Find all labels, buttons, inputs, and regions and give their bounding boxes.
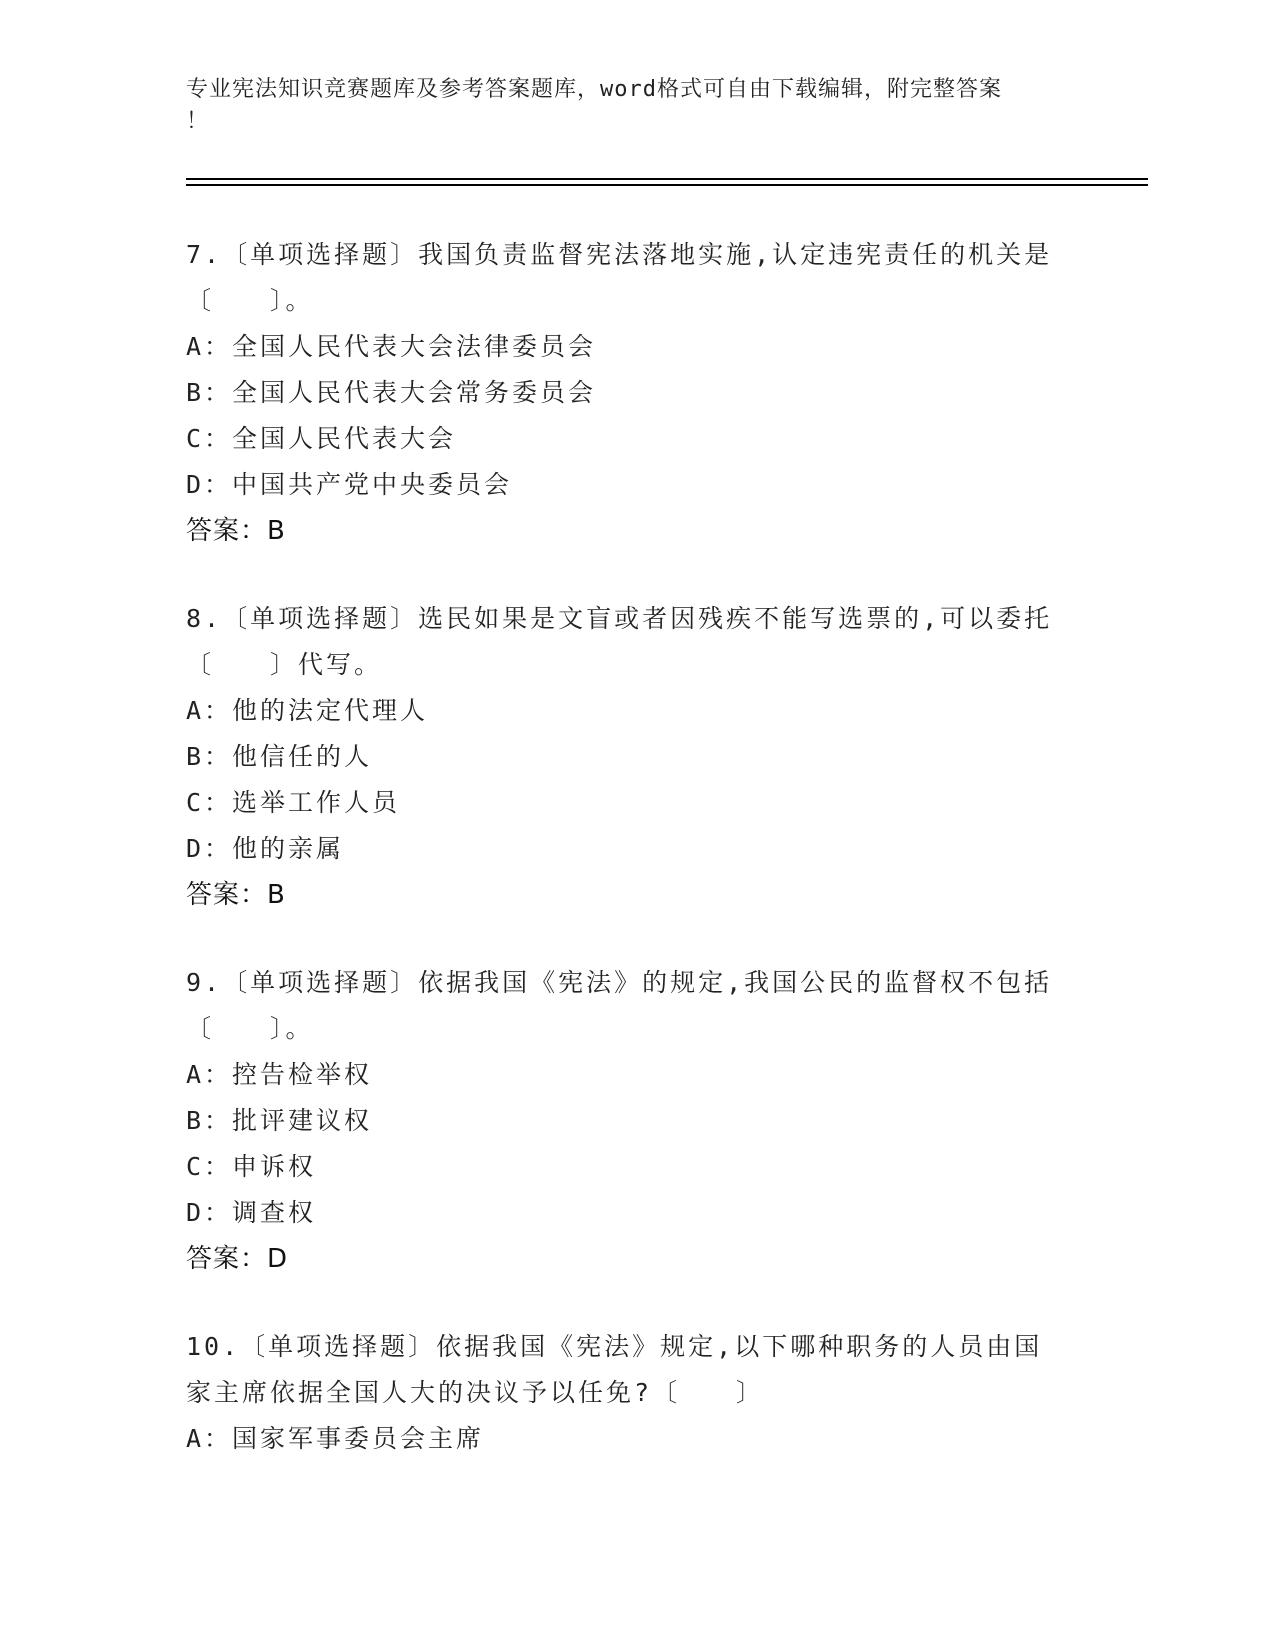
question-stem-continued: 家主席依据全国人大的决议予以任免?〔 〕: [186, 1378, 765, 1407]
question-stem-continued: 〔 〕代写。: [186, 650, 383, 679]
option-a: A：他的法定代理人: [186, 696, 429, 725]
answer-line: 答案：B: [186, 880, 286, 910]
option-c: C：选举工作人员: [186, 788, 401, 817]
option-d: D：他的亲属: [186, 834, 345, 863]
option-a: A：控告检举权: [186, 1060, 373, 1089]
option-a: A：全国人民代表大会法律委员会: [186, 332, 597, 361]
question-stem-continued: 〔 〕。: [186, 286, 314, 315]
header-text-continued: ！: [186, 109, 210, 134]
question-7: [186, 232, 1086, 554]
header-text: 专业宪法知识竞赛题库及参考答案题库，word格式可自由下载编辑，附完整答案: [186, 77, 1002, 102]
option-b: B：全国人民代表大会常务委员会: [186, 378, 597, 407]
answer-line: 答案：B: [186, 516, 286, 546]
question-stem: 10.〔单项选择题〕依据我国《宪法》规定,以下哪种职务的人员由国: [186, 1332, 1043, 1361]
document-header: [186, 74, 1066, 138]
option-c: C：全国人民代表大会: [186, 424, 457, 453]
option-b: B：批评建议权: [186, 1106, 373, 1135]
header-divider-top: [186, 178, 1148, 180]
option-a: A：国家军事委员会主席: [186, 1424, 485, 1453]
question-9: [186, 960, 1086, 1282]
answer-line: 答案：D: [186, 1244, 289, 1274]
question-10: [186, 1324, 1086, 1462]
option-c: C：申诉权: [186, 1152, 317, 1181]
question-8: [186, 596, 1086, 918]
question-stem-continued: 〔 〕。: [186, 1014, 314, 1043]
question-stem: 7.〔单项选择题〕我国负责监督宪法落地实施,认定违宪责任的机关是: [186, 240, 1053, 269]
option-b: B：他信任的人: [186, 742, 373, 771]
option-d: D：调查权: [186, 1198, 317, 1227]
question-stem: 8.〔单项选择题〕选民如果是文盲或者因残疾不能写选票的,可以委托: [186, 604, 1053, 633]
question-stem: 9.〔单项选择题〕依据我国《宪法》的规定,我国公民的监督权不包括: [186, 968, 1053, 997]
option-d: D：中国共产党中央委员会: [186, 470, 513, 499]
header-divider-bottom: [186, 184, 1148, 186]
